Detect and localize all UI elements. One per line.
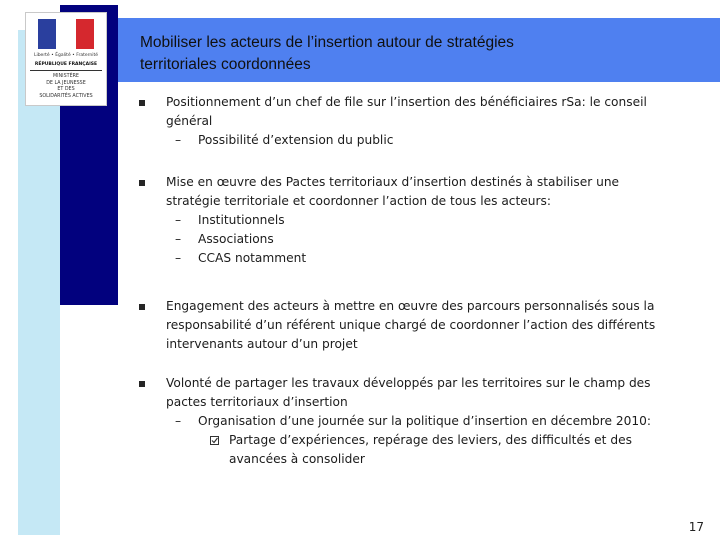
- page-number: 17: [688, 520, 704, 534]
- sub-item: – Organisation d’une journée sur la politique d’insertion en décembre 2010:: [166, 412, 706, 431]
- square-bullet-icon: [139, 180, 145, 186]
- dash-marker: –: [175, 133, 182, 147]
- square-bullet-icon: [139, 304, 145, 310]
- list-item: Engagement des acteurs à mettre en œuvre des parcours personnalisés sous la responsabilité d’un référent unique chargé de coordonner l’action des différents intervenants autour d’un projet: [166, 299, 656, 351]
- sub-item: – Institutionnels: [166, 211, 706, 230]
- square-bullet-icon: [139, 100, 145, 106]
- list-item: Mise en œuvre des Pactes territoriaux d’insertion destinés à stabiliser une stratégie territoriale et coordonner l’action de tous les acteurs: – Institutionnels – Associations – CCAS notamment: [166, 173, 706, 268]
- list-item: Volonté de partager les travaux développés par les territoires sur le champ des pactes territoriaux d’insertion – Organisation d’une journée sur la politique d’insertion en décembre 2010: Partage d’expériences, repérage des leviers, des difficultés et des avancées à consolider: [166, 374, 706, 469]
- sub-item: – Associations: [166, 230, 706, 249]
- dash-marker: –: [175, 213, 182, 227]
- checkbox-icon: [210, 436, 219, 445]
- sub-sub-item: Partage d’expériences, repérage des leviers, des difficultés et des: [166, 431, 706, 450]
- slide-title: Mobiliser les acteurs de l’insertion autour de stratégies territoriales coordonnées: [140, 34, 514, 73]
- dash-marker: –: [175, 251, 182, 265]
- dash-marker: –: [175, 414, 182, 428]
- logo-country: RÉPUBLIQUE FRANÇAISE: [34, 62, 98, 67]
- logo-ministry-name: MINISTÈRE DE LA JEUNESSE ET DES SOLIDARITÉS ACTIVES: [39, 74, 93, 99]
- square-bullet-icon: [139, 381, 145, 387]
- logo-motto: Liberté • Égalité • Fraternité: [33, 53, 99, 58]
- sub-item: – Possibilité d’extension du public: [166, 131, 706, 150]
- dash-marker: –: [175, 232, 182, 246]
- list-item: Positionnement d’un chef de file sur l’insertion des bénéficiaires rSa: le conseil général – Possibilité d’extension du public: [166, 93, 706, 150]
- sub-item: – CCAS notamment: [166, 249, 706, 268]
